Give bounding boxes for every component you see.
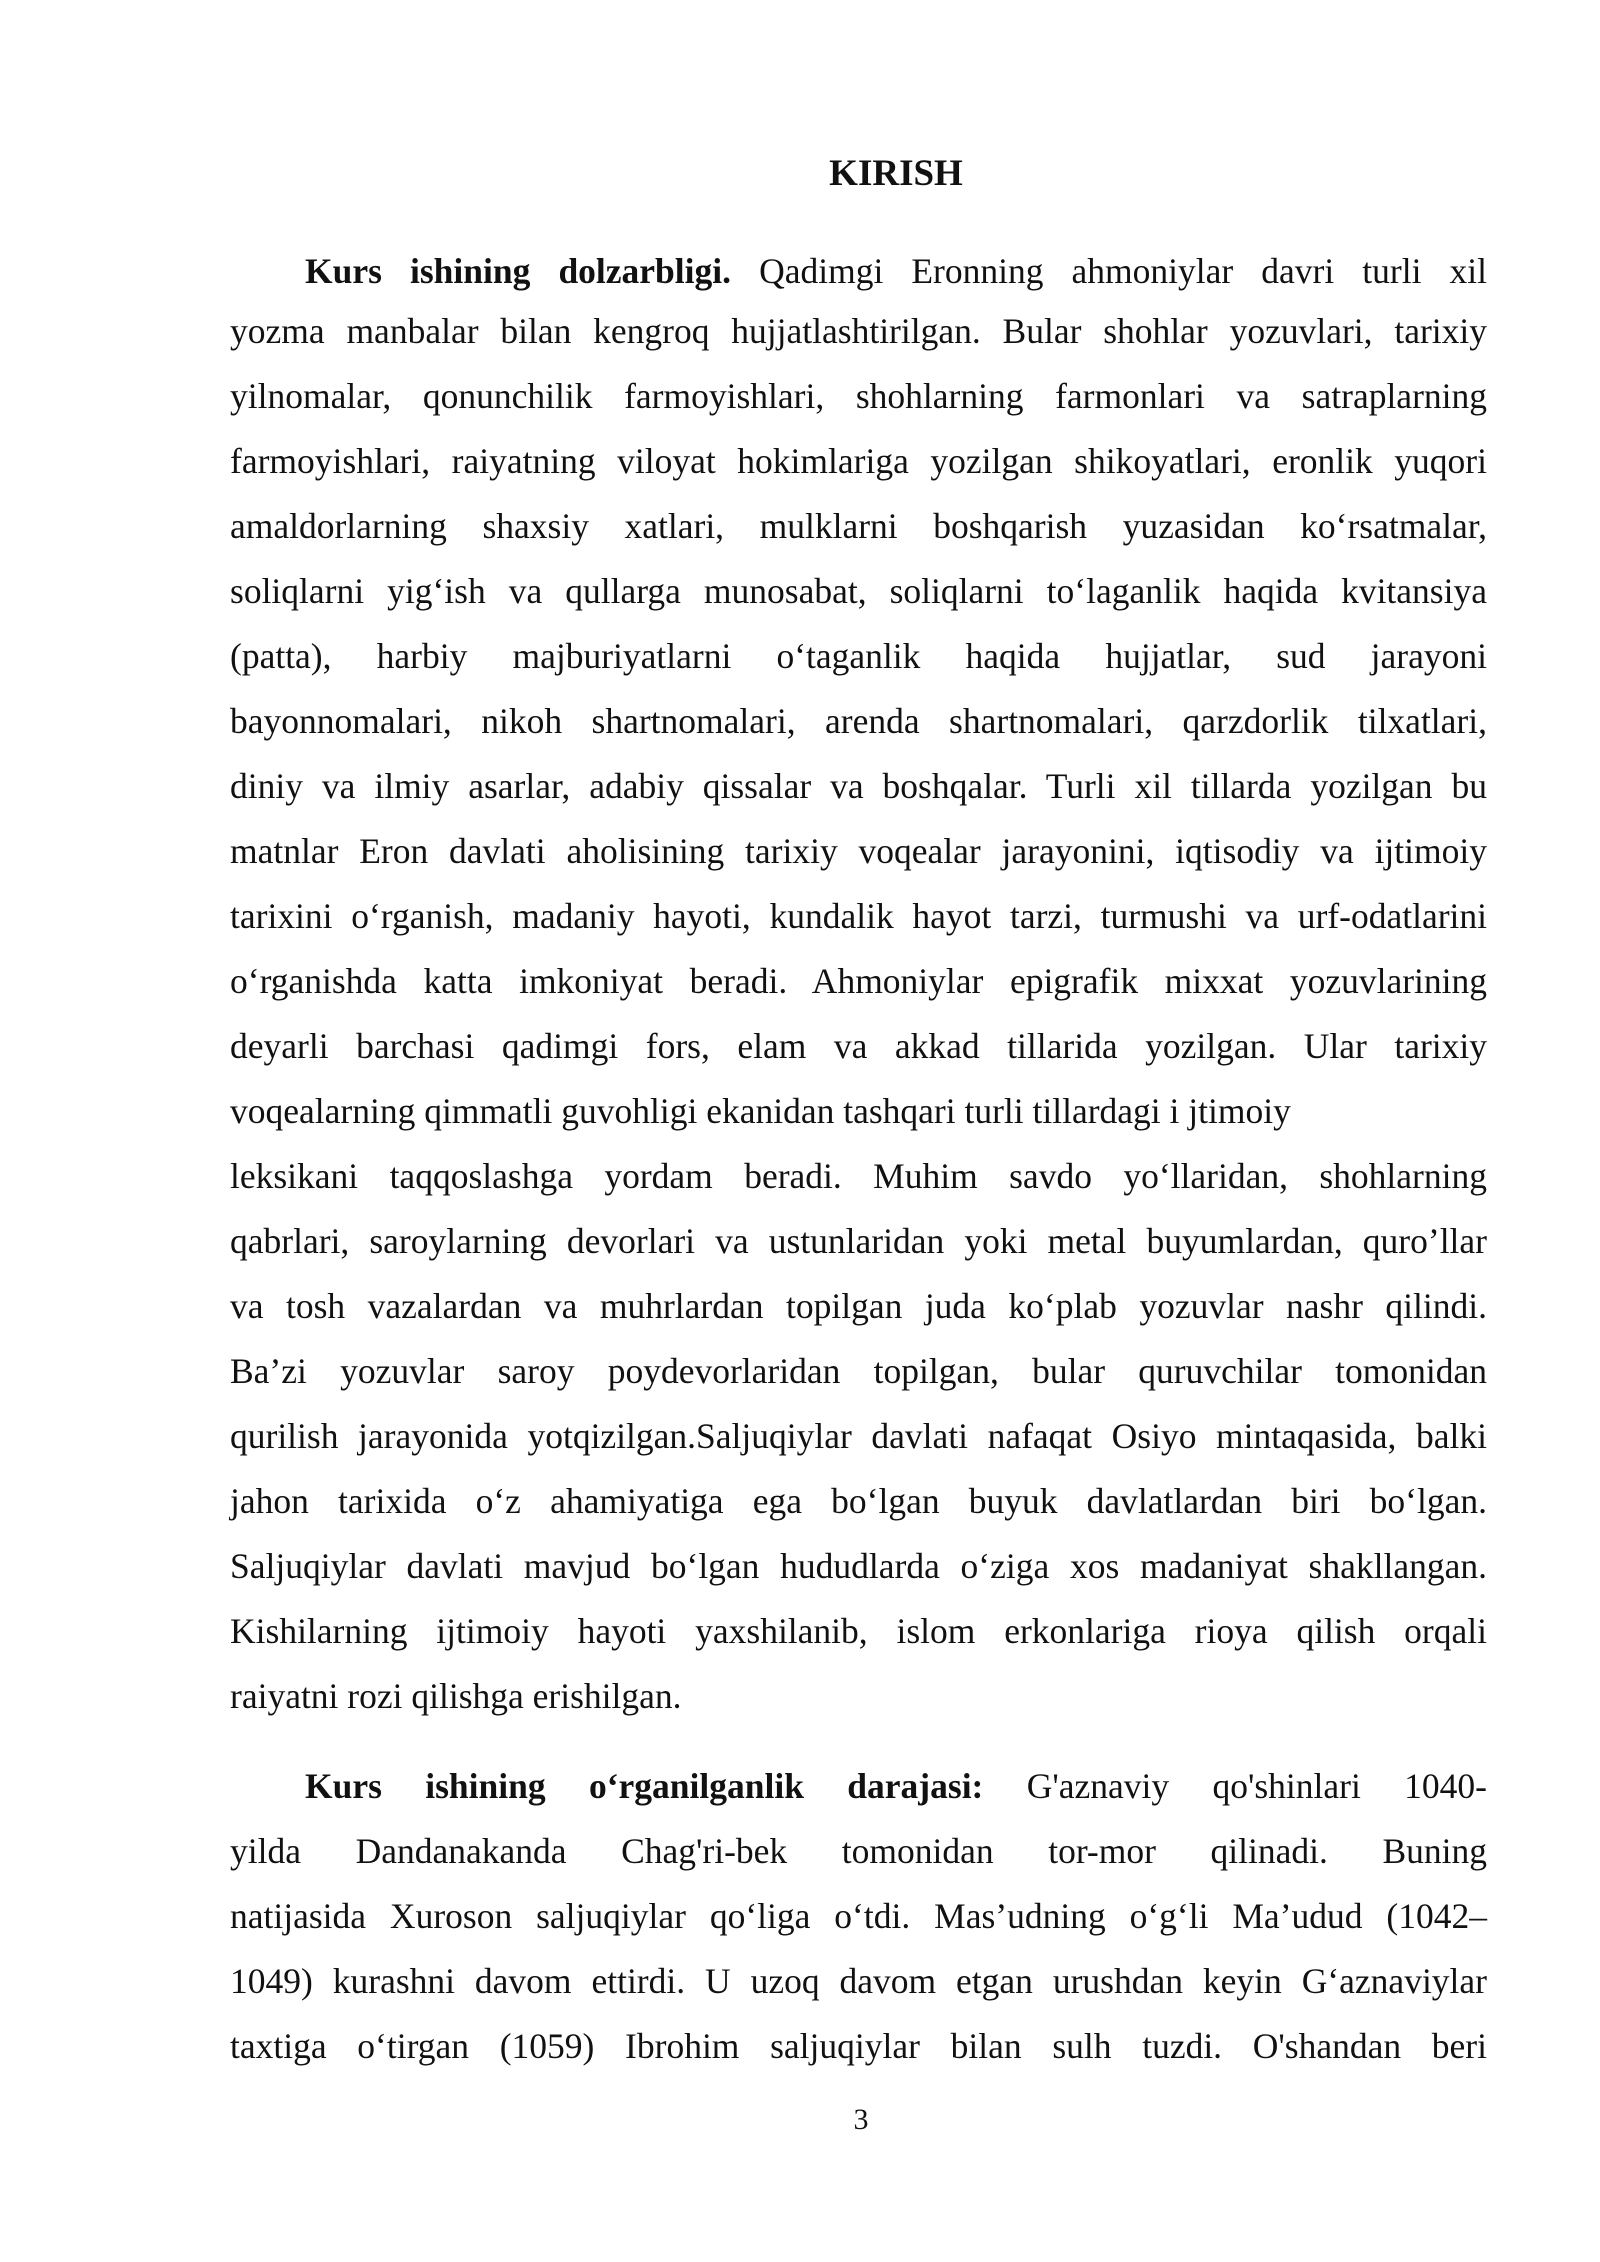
paragraph-line: G'aznaviy qo'shinlari 1040- bbox=[983, 1766, 1487, 1806]
paragraph-line: (patta), harbiy majburiyatlarni o‘taganlik haqida hujjatlar, sud jarayoni bbox=[230, 636, 1487, 676]
paragraph-line: bayonnomalari, nikoh shartnomalari, arenda shartnomalari, qarzdorlik tilxatlari, bbox=[230, 701, 1487, 741]
paragraph-line: yilnomalar, qonunchilik farmoyishlari, shohlarning farmonlari va satraplarning bbox=[230, 376, 1487, 416]
page-title: KIRISH bbox=[829, 153, 963, 194]
paragraph-line: qurilish jarayonida yotqizilgan.Saljuqiylar davlati nafaqat Osiyo mintaqasida, balki bbox=[230, 1416, 1487, 1456]
paragraph-line: Qadimgi Eronning ahmoniylar davri turli xil bbox=[731, 251, 1487, 291]
paragraph-line: Ba’zi yozuvlar saroy poydevorlaridan topilgan, bular quruvchilar tomonidan bbox=[230, 1351, 1487, 1391]
paragraph-line: raiyatni rozi qilishga erishilgan. bbox=[230, 1676, 682, 1716]
paragraph-line: Saljuqiylar davlati mavjud bo‘lgan hududlarda o‘ziga xos madaniyat shakllangan. bbox=[230, 1546, 1487, 1586]
section1-heading: Kurs ishining dolzarbligi. bbox=[305, 251, 732, 291]
paragraph-line: qabrlari, saroylarning devorlari va ustunlaridan yoki metal buyumlardan, quro’llar bbox=[230, 1221, 1487, 1261]
paragraph-line: natijasida Xuroson saljuqiylar qo‘liga o‘tdi. Mas’udning o‘g‘li Ma’udud (1042– bbox=[230, 1896, 1487, 1936]
paragraph-line: diniy va ilmiy asarlar, adabiy qissalar va boshqalar. Turli xil tillarda yozilgan bu bbox=[230, 766, 1487, 806]
paragraph-line: matnlar Eron davlati aholisining tarixiy voqealar jarayonini, iqtisodiy va ijtimoiy bbox=[230, 831, 1487, 871]
section1-first-line bbox=[305, 245, 1487, 297]
paragraph-line: tarixini o‘rganish, madaniy hayoti, kundalik hayot tarzi, turmushi va urf-odatlarini bbox=[230, 896, 1487, 936]
paragraph-line: taxtiga o‘tirgan (1059) Ibrohim saljuqiylar bilan sulh tuzdi. O'shandan beri bbox=[230, 2026, 1487, 2066]
paragraph-line: amaldorlarning shaxsiy xatlari, mulklarni boshqarish yuzasidan ko‘rsatmalar, bbox=[230, 506, 1487, 546]
paragraph-line: deyarli barchasi qadimgi fors, elam va akkad tillarida yozilgan. Ular tarixiy bbox=[230, 1026, 1487, 1066]
paragraph-line: voqealarning qimmatli guvohligi ekanidan tashqari turli tillardagi i jtimoiy bbox=[230, 1091, 1291, 1131]
section2-first-line bbox=[305, 1760, 1487, 1812]
paragraph-line: yilda Dandanakanda Chag'ri-bek tomonidan tor-mor qilinadi. Buning bbox=[230, 1831, 1487, 1871]
paragraph-line: leksikani taqqoslashga yordam beradi. Muhim savdo yo‘llaridan, shohlarning bbox=[230, 1156, 1487, 1196]
paragraph-line: farmoyishlari, raiyatning viloyat hokimlariga yozilgan shikoyatlari, eronlik yuqori bbox=[230, 441, 1487, 481]
paragraph-line: o‘rganishda katta imkoniyat beradi. Ahmoniylar epigrafik mixxat yozuvlarining bbox=[230, 961, 1487, 1001]
section2-heading: Kurs ishining o‘rganilganlik darajasi: bbox=[305, 1766, 984, 1806]
page-number: 3 bbox=[853, 2103, 869, 2136]
paragraph-line: soliqlarni yig‘ish va qullarga munosabat, soliqlarni to‘laganlik haqida kvitansiya bbox=[230, 571, 1487, 611]
paragraph-line: jahon tarixida o‘z ahamiyatiga ega bo‘lgan buyuk davlatlardan biri bo‘lgan. bbox=[230, 1481, 1487, 1521]
paragraph-line: Kishilarning ijtimoiy hayoti yaxshilanib, islom erkonlariga rioya qilish orqali bbox=[230, 1611, 1487, 1651]
paragraph-line: va tosh vazalardan va muhrlardan topilgan juda ko‘plab yozuvlar nashr qilindi. bbox=[230, 1286, 1487, 1326]
paragraph-line: 1049) kurashni davom ettirdi. U uzoq davom etgan urushdan keyin G‘aznaviylar bbox=[230, 1961, 1487, 2001]
paragraph-line: yozma manbalar bilan kengroq hujjatlashtirilgan. Bular shohlar yozuvlari, tarixiy bbox=[230, 311, 1487, 351]
